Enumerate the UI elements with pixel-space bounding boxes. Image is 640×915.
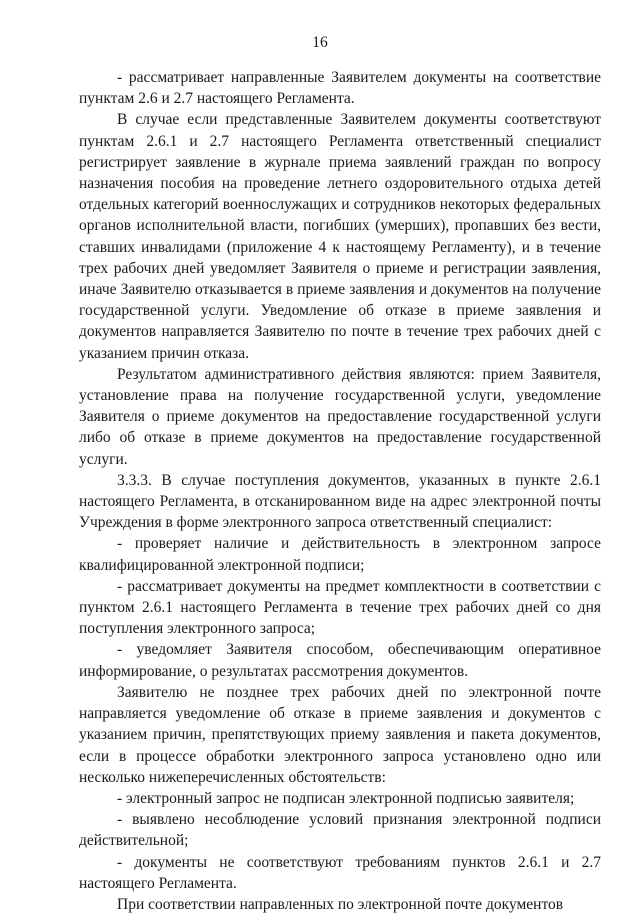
page-number: 16 [312,34,328,51]
paragraph: - рассматривает направленные Заявителем документы на соответствие пунктам 2.6 и 2.7 настоящего Регламента. [79,69,601,108]
paragraph: В случае если представленные Заявителем документы соответствуют пунктам 2.6.1 и 2.7 настоящего Регламента ответственный специалист регистрирует заявление в журнале приема заявлений граждан по вопросу назначения пособия на проведение летнего оздоровительного отдыха детей отдельных категорий военнослужащих и сотрудников некоторых федеральных органов исполнительной власти, погибших (умерших), пропавших без вести, ставших инвалидами (приложение 4 к настоящему Регламенту), и в течение трех рабочих дней уведомляет Заявителя о приеме и регистрации заявления, иначе Заявителю отказывается в приеме заявления и документов на получение государственной услуги. Уведомление об отказе в приеме заявления и документов направляется Заявителю по почте в течение трех рабочих дней с указанием причин отказа. [79,111,601,362]
paragraph: Заявителю не позднее трех рабочих дней по электронной почте направляется уведомление об отказе в приеме заявления и документов с указанием причин, препятствующих приему заявления и пакета документов, если в процессе обработки электронного запроса установлено одно или несколько нижеперечисленных обстоятельств: [79,683,601,786]
list-item: - проверяет наличие и действительность в электронном запросе квалифицированной электронной подписи; [79,535,601,574]
paragraph: Результатом административного действия являются: прием Заявителя, установление права на получение государственной услуги, уведомление Заявителя о приеме документов на предоставление государственной услуги либо об отказе в приеме документов на предоставление государственной услуги. [79,365,601,468]
list-item: - выявлено несоблюдение условий признания электронной подписи действительной; [79,811,601,850]
list-item: - рассматривает документы на предмет комплектности в соответствии с пунктом 2.6.1 настоящего Регламента в течение трех рабочих дней со дня поступления электронного запроса; [79,577,601,638]
document-body [79,67,601,915]
list-item: - электронный запрос не подписан электронной подписью заявителя; [117,789,575,807]
paragraph: 3.3.3. В случае поступления документов, указанных в пункте 2.6.1 настоящего Регламента, в отсканированном виде на адрес электронной почты Учреждения в форме электронного запроса ответственный специалист: [79,471,601,532]
paragraph: При соответствии направленных по электронной почте документов [117,895,564,913]
list-item: - документы не соответствуют требованиям пунктов 2.6.1 и 2.7 настоящего Регламента. [79,853,601,892]
list-item: - уведомляет Заявителя способом, обеспечивающим оперативное информирование, о результатах рассмотрения документов. [79,641,601,680]
